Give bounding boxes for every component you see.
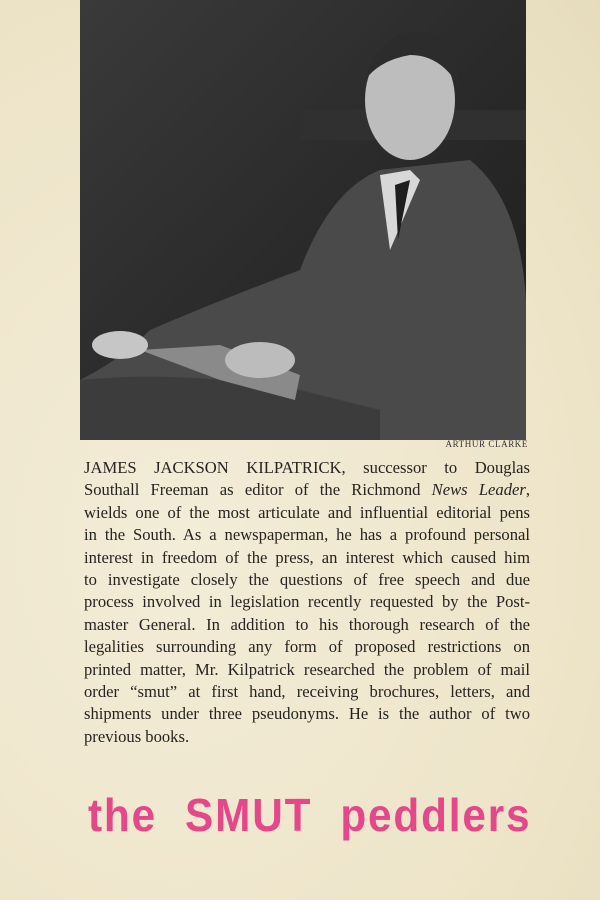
author-photo: [80, 0, 526, 440]
author-portrait-icon: [80, 0, 526, 440]
newspaper-name: News Leader: [431, 480, 526, 500]
bio-line: process involved in legislation recently requested by the Post-: [84, 592, 530, 612]
bio-line: interest in freedom of the press, an interest which caused him: [84, 547, 530, 567]
bio-line: shipments under three pseudonyms. He is the author of two: [84, 704, 530, 724]
bio-line: in the South. As a newspaperman, he has a profound personal: [84, 525, 530, 545]
bio-line: order “smut” at first hand, receiving brochures, letters, and: [84, 682, 530, 702]
bio-line: wields one of the most articulate and influential editorial pens: [84, 502, 530, 522]
bio-line: master General. In addition to his thorough research of the: [84, 614, 530, 634]
book-title: the SMUT peddlers: [88, 789, 532, 841]
bio-line: JAMES JACKSON KILPATRICK, successor to Douglas: [84, 458, 530, 477]
bio-line: printed matter, Mr. Kilpatrick researched the problem of mail: [84, 659, 530, 679]
photo-credit: ARTHUR CLARKE: [445, 439, 528, 449]
bio-line: previous books.: [84, 726, 190, 746]
bio-line: Southall Freeman as editor of the Richmond News Leader,: [84, 480, 530, 500]
author-bio: [84, 457, 530, 748]
bio-line: to investigate closely the questions of free speech and due: [84, 570, 530, 590]
bio-line: legalities surrounding any form of proposed restrictions on: [84, 637, 530, 657]
